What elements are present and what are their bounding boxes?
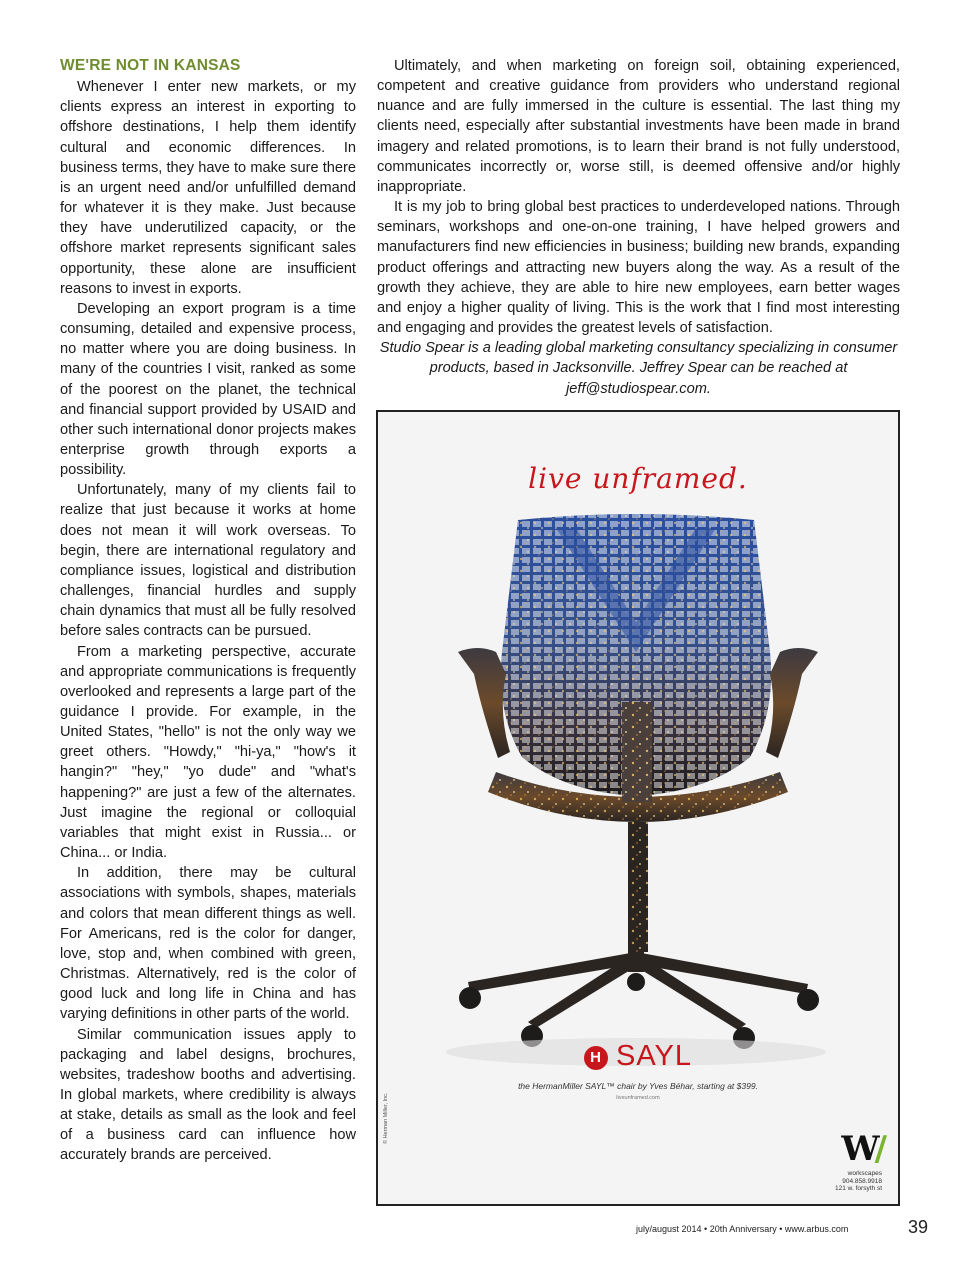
dealer-name: workscapes — [847, 1170, 882, 1177]
article-paragraph: Unfortunately, many of my clients fail to realize that just because it works at home does not mean it will work overseas. To begin, there are international regulatory and compliance issues, logistical and distribution challenges, financial hurdles and supply chain dynamics that must all be fully resolved before sales contracts can be pursued. — [60, 482, 356, 640]
ad-tagline: live unframed. — [528, 462, 748, 495]
ad-copyright: © Herman Miller, Inc. — [383, 1092, 389, 1144]
ad-caption: the HermanMiller SAYL™ chair by Yves Béhar, starting at $399. — [518, 1081, 758, 1091]
article-paragraph: Similar communication issues apply to packaging and label designs, brochures, websites, tradeshow booths and advertising. In global markets, where credibility is always at stake, details as small as the look and feel of a business card can influence how accurately brands are perceived. — [60, 1026, 356, 1164]
article-heading: WE'RE NOT IN KANSAS — [60, 57, 241, 74]
brand-name: SAYL — [615, 1040, 692, 1072]
article-paragraph: In addition, there may be cultural associations with symbols, shapes, materials and colors that mean different things as well. For Americans, red is the color for danger, love, stop and, when combined with green, Christmas. Alternatively, red is the color of good luck and long life in China and has varying definitions in other parts of the world. — [60, 865, 356, 1023]
article-paragraph: Whenever I enter new markets, or my clients express an interest in exporting to offshore destinations, I help them identify cultural and economic differences. In business terms, they have to make sure there is an urgent need and/or unfulfilled demand for whatever it is they make. Just because they have underutilized capacity, or the offshore market represents significant sales opportunity, these alone are insufficient reasons to invest in exports. — [60, 79, 356, 297]
article-right-column — [377, 56, 900, 399]
dealer-block — [802, 1129, 882, 1193]
workscapes-logo-icon: W/ — [841, 1129, 882, 1169]
page-footer: july/august 2014 • 20th Anniversary • www.arbus.com — [636, 1224, 849, 1234]
author-bio: Studio Spear is a leading global marketing consultancy specializing in consumer products, based in Jacksonville. Jeffrey Spear can be reached at jeff@studiospear.com. — [379, 340, 898, 397]
article-paragraph: Developing an export program is a time consuming, detailed and expensive process, no matter where you are doing business. In many of the countries I visit, ranked as some of the poorest on the planet, the technical and financial support provided by USAID and other such international donor projects makes enterprise growth through exports a possibility. — [60, 300, 356, 479]
article-paragraph: It is my job to bring global best practices to underdeveloped nations. Through seminars, workshops and one-on-one training, I have helped growers and manufacturers find new efficiencies in business; building new brands, expanding product offerings and attracting new buyers along the way. As a result of the growth they achieve, they are able to hire new employees, earn better wages and enjoy a higher quality of living. This is the work that I find most interesting and engaging and provides the greatest levels of satisfaction. — [377, 199, 900, 337]
ad-url[interactable]: liveunframed.com — [616, 1095, 660, 1101]
dealer-address: 121 w. forsyth st — [835, 1185, 882, 1192]
article-left-column — [60, 56, 356, 1166]
sayl-logo — [378, 1040, 898, 1073]
sayl-chair-advertisement — [376, 410, 900, 1206]
dealer-phone: 904.858.9918 — [842, 1177, 882, 1185]
page-number: 39 — [907, 1217, 928, 1237]
herman-miller-logo-icon: H — [584, 1046, 608, 1070]
article-paragraph: From a marketing perspective, accurate and appropriate communications is frequently overlooked and represents a large part of the guidance I provide. For example, in the United States, "hello" is not the only way we greet others. "Howdy," "hi-ya," "how's it hangin?" "hey," "yo dude" and "what's happening?" are just a few of the alternates. Just imagine the regional or colloquial variables that might exist in Russia... or China... or India. — [60, 643, 356, 862]
article-paragraph: Ultimately, and when marketing on foreign soil, obtaining experienced, competent and creative guidance from providers who understand regional nuance and are fully immersed in the culture is essential. The last thing my clients need, especially after substantial investments have been made in brand imagery and related promotions, is to learn their brand is not fully understood, communicates incorrectly or, worse still, is deemed offensive and/or highly inappropriate. — [377, 58, 900, 195]
